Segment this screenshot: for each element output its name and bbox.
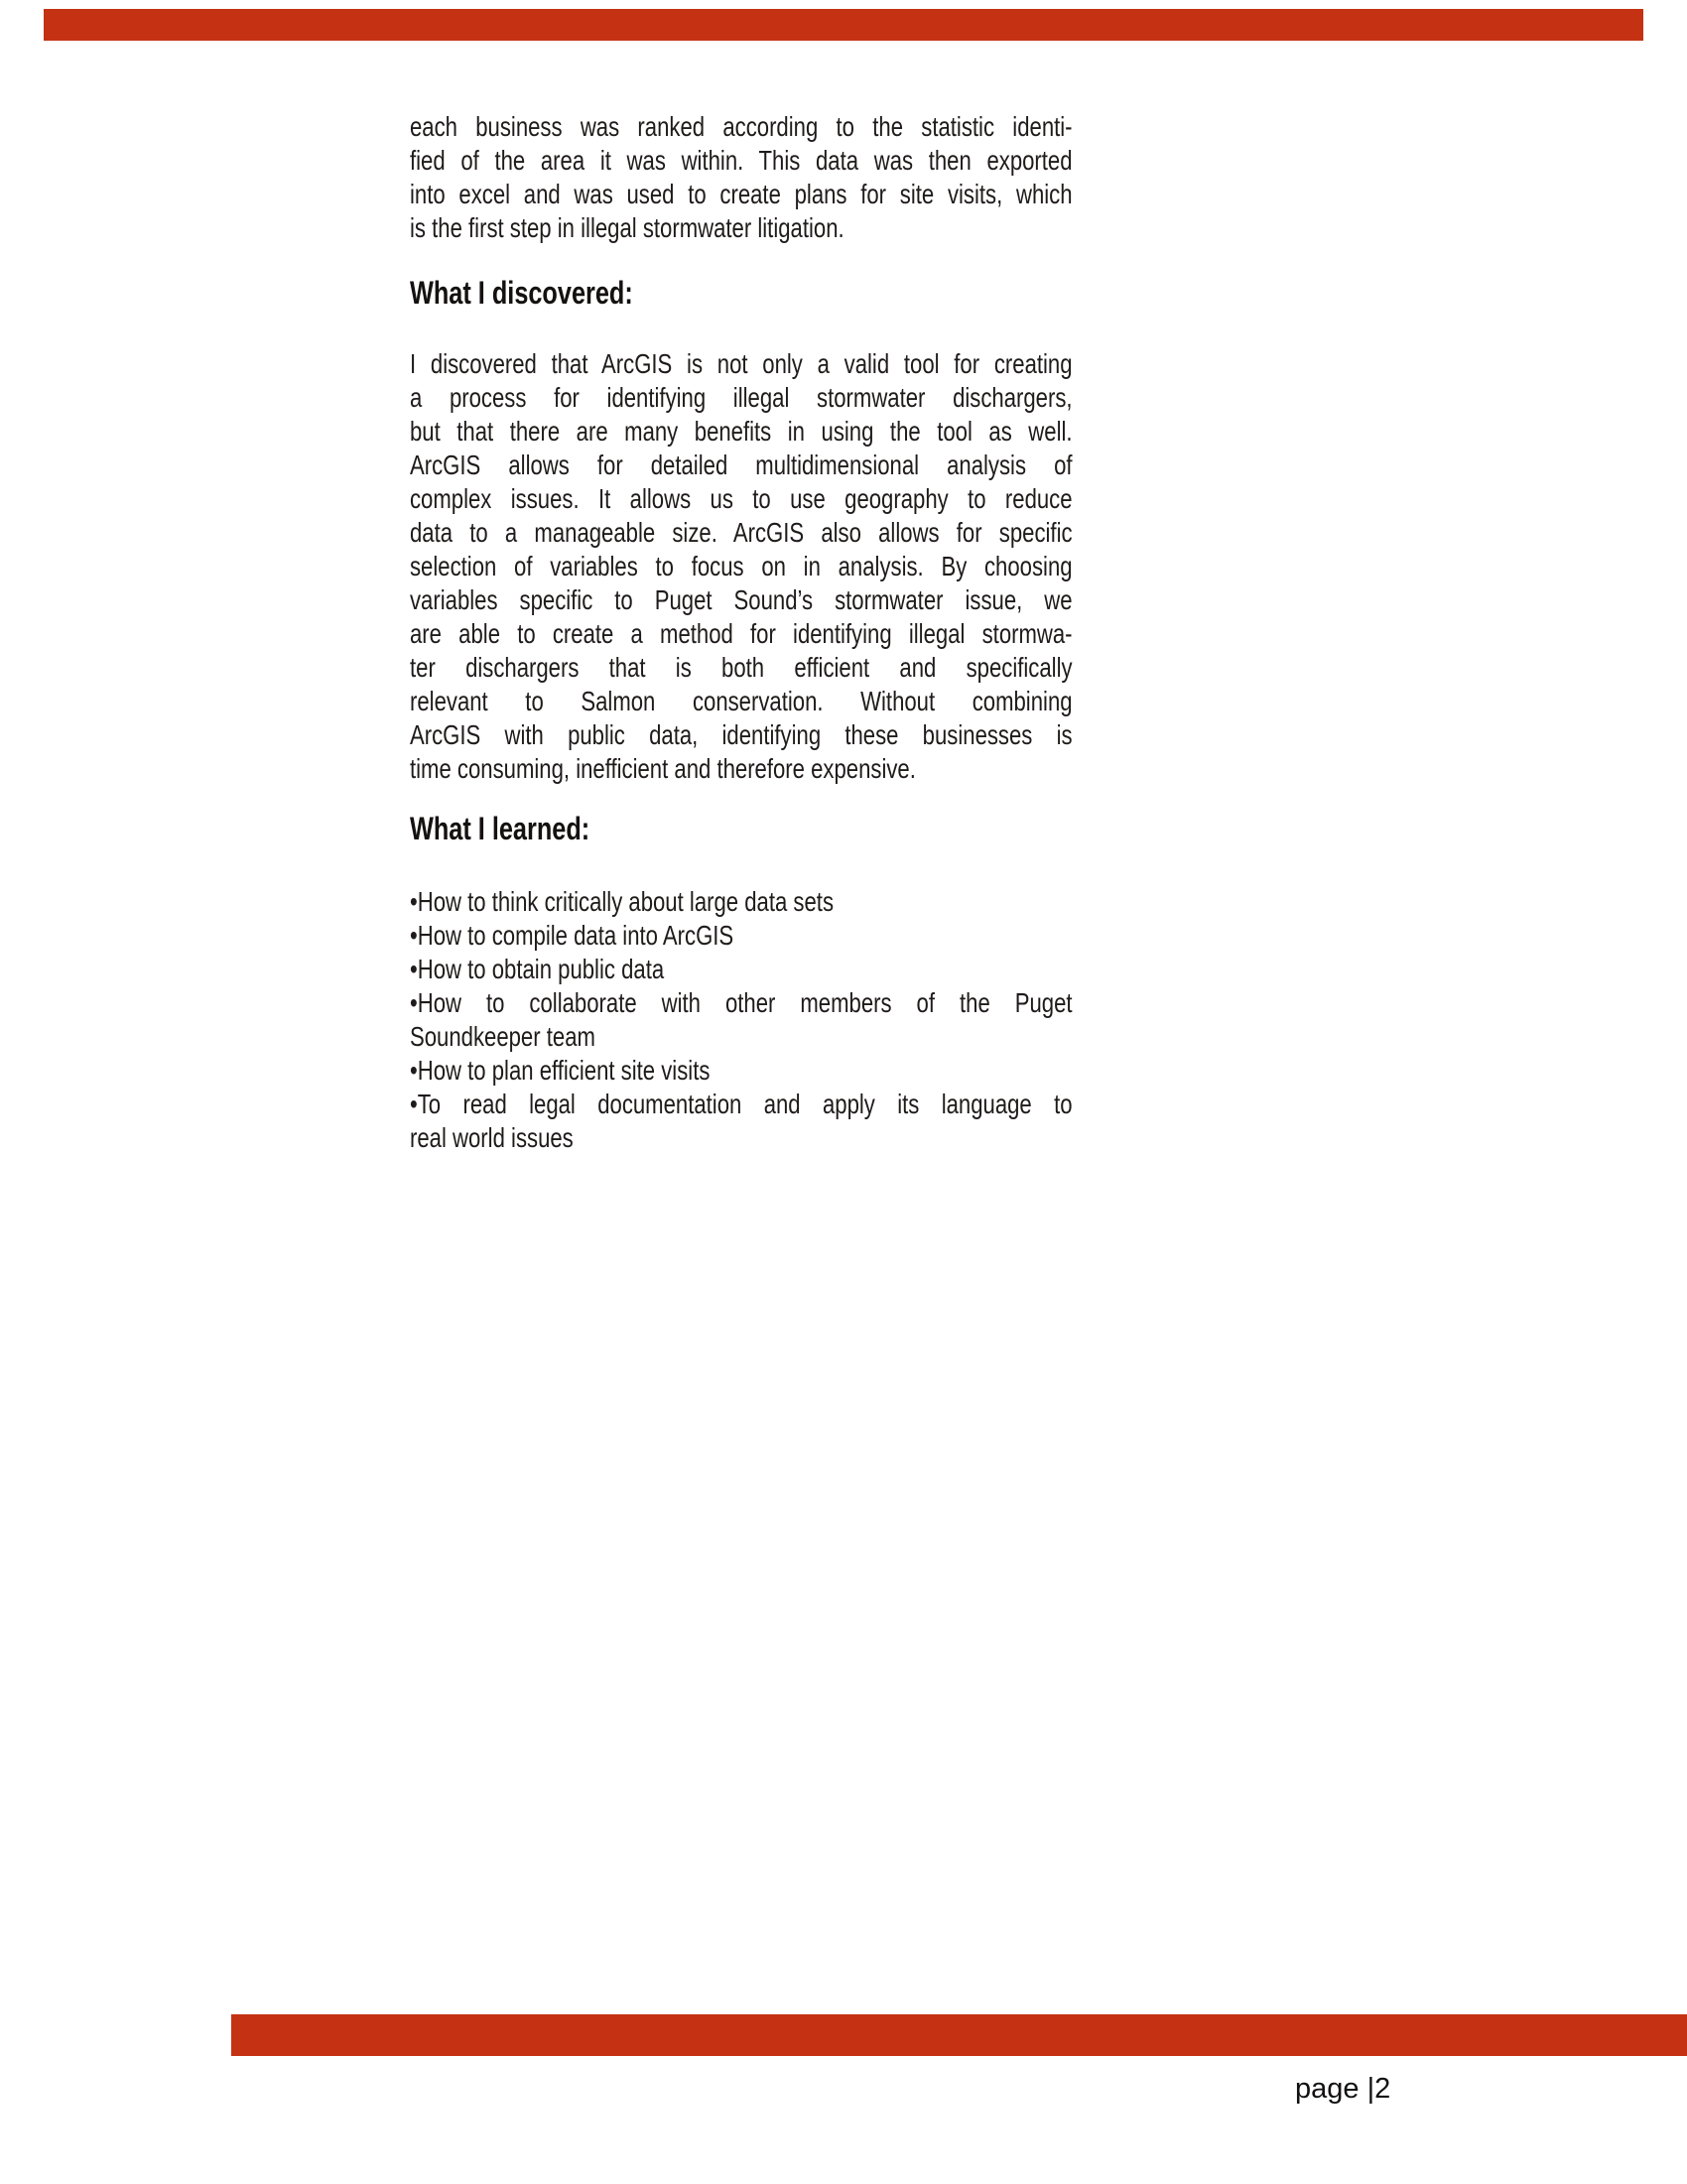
text-line: time consuming, inefficient and therefore expensive. — [410, 753, 916, 784]
bullet-list — [410, 885, 1248, 1155]
page-number-label: page |2 — [1295, 2073, 1391, 2105]
text-line: fied of the area it was within. This data was then exported — [410, 145, 1073, 176]
text-line: •How to think critically about large data sets — [410, 886, 835, 917]
text-line: relevant to Salmon conservation. Without combining — [410, 686, 1073, 716]
section-heading — [410, 276, 1248, 310]
text-line: is the first step in illegal stormwater litigation. — [410, 212, 844, 243]
bottom-accent-bar — [231, 2014, 1687, 2056]
text-line: but that there are many benefits in using the tool as well. — [410, 416, 1073, 447]
heading-text-line: What I learned: — [410, 811, 590, 846]
text-line: data to a manageable size. ArcGIS also allows for specific — [410, 517, 1073, 548]
text-line: variables specific to Puget Sound’s stormwater issue, we — [410, 584, 1073, 615]
text-line: I discovered that ArcGIS is not only a valid tool for creating — [410, 348, 1073, 379]
text-line: •To read legal documentation and apply its language to — [410, 1089, 1073, 1119]
text-line: into excel and was used to create plans for site visits, which — [410, 179, 1073, 209]
text-line: •How to obtain public data — [410, 954, 665, 984]
text-line: ter dischargers that is both efficient and specifically — [410, 652, 1073, 683]
text-line: ArcGIS with public data, identifying these businesses is — [410, 719, 1073, 750]
text-line: ArcGIS allows for detailed multidimensional analysis of — [410, 450, 1073, 480]
paragraph — [410, 110, 1248, 245]
body-text-column — [410, 0, 1073, 1191]
paragraph — [410, 347, 1248, 786]
text-line: each business was ranked according to the statistic identi- — [410, 111, 1073, 142]
text-line: are able to create a method for identifying illegal stormwa- — [410, 618, 1073, 649]
section-heading — [410, 812, 1248, 845]
text-line: selection of variables to focus on in analysis. By choosing — [410, 551, 1073, 581]
text-line: complex issues. It allows us to use geography to reduce — [410, 483, 1073, 514]
text-line: •How to plan efficient site visits — [410, 1055, 711, 1086]
text-line: Soundkeeper team — [410, 1021, 595, 1052]
text-line: •How to compile data into ArcGIS — [410, 920, 734, 951]
text-line: •How to collaborate with other members of the Puget — [410, 987, 1073, 1018]
heading-text-line: What I discovered: — [410, 275, 633, 311]
text-line: real world issues — [410, 1122, 574, 1153]
text-line: a process for identifying illegal stormwater dischargers, — [410, 382, 1073, 413]
